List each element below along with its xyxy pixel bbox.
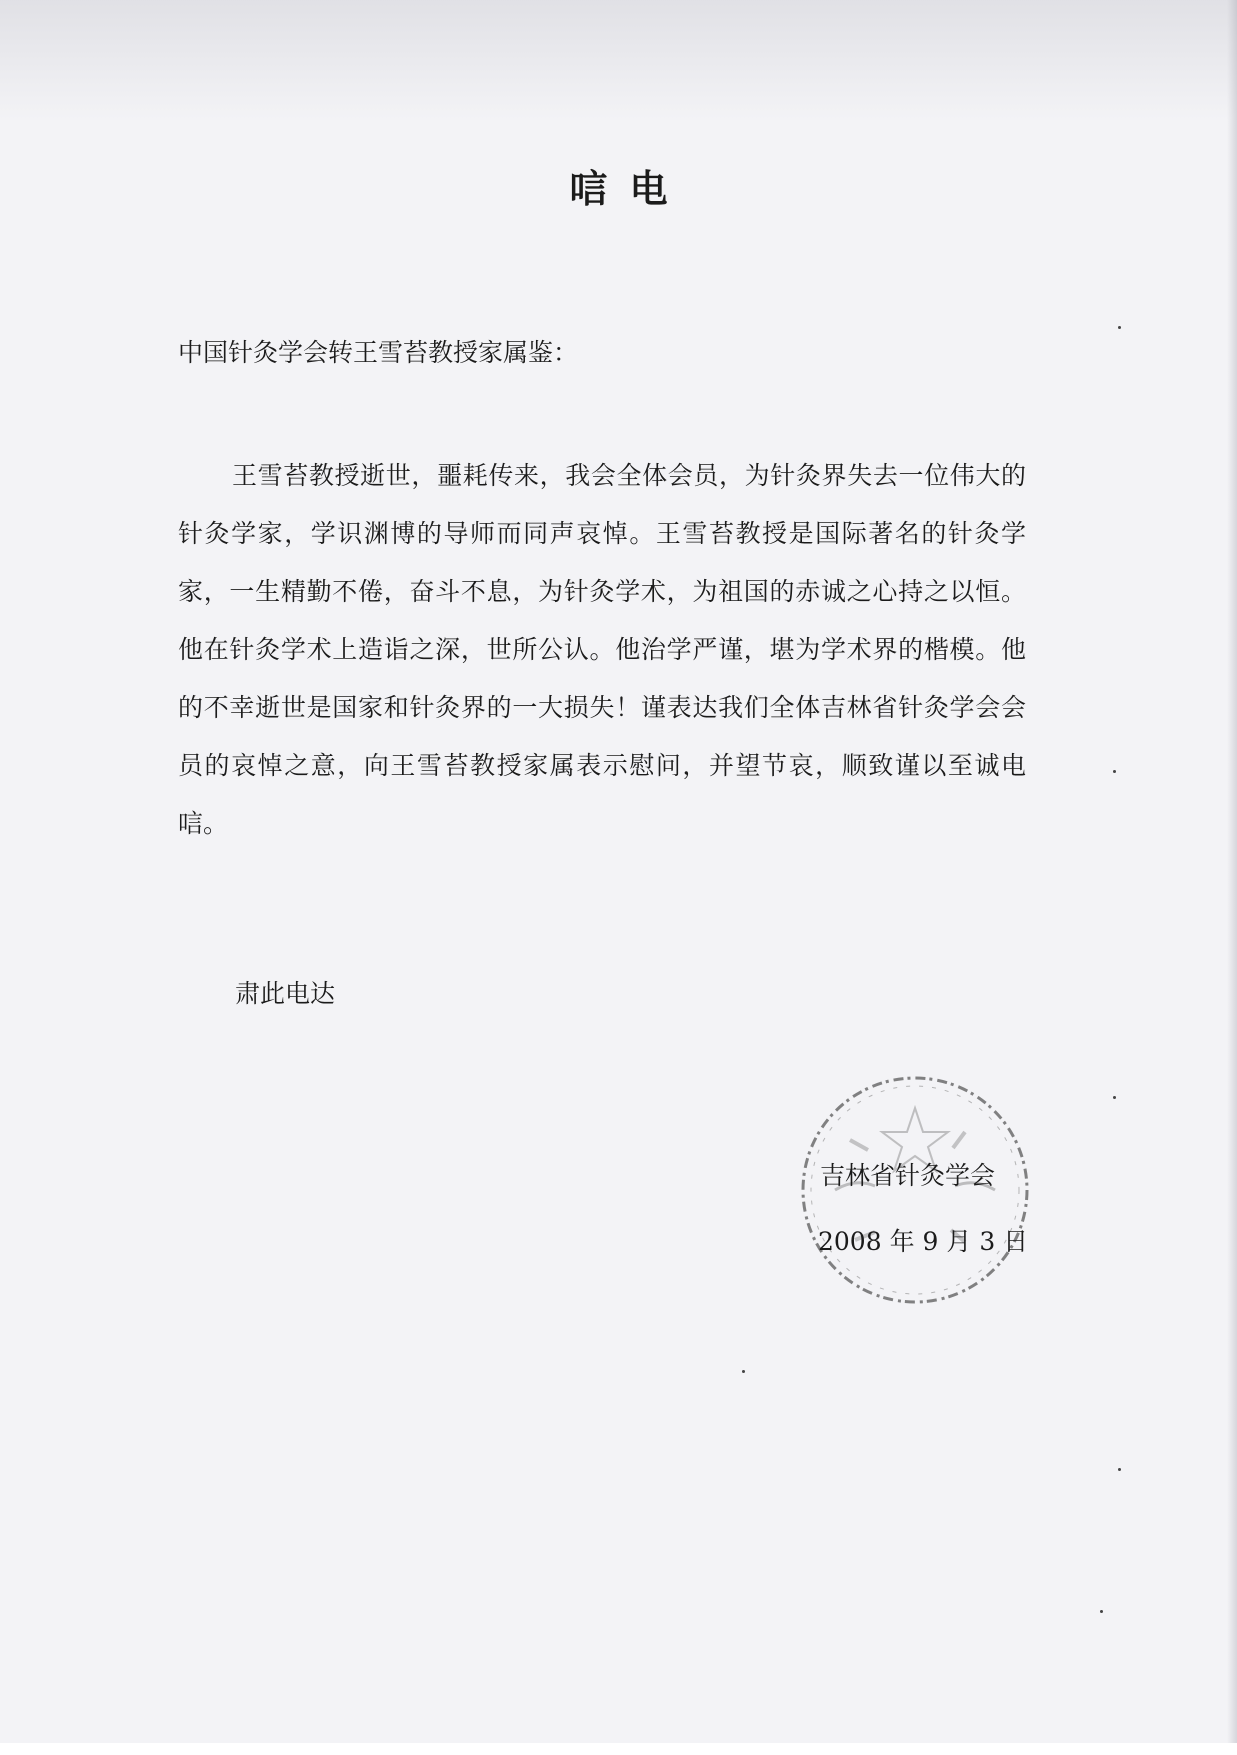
signing-organization: 吉林省针灸学会 bbox=[820, 1161, 996, 1190]
scan-shadow bbox=[0, 0, 1237, 120]
letter-body: 王雪苔教授逝世，噩耗传来，我会全体会员，为针灸界失去一位伟大的针灸学家，学识渊博的导师而同声哀悼。王雪苔教授是国际著名的针灸学家，一生精勤不倦，奋斗不息，为针灸学术，为祖国的赤诚之心持之以恒。他在针灸学术上造诣之深，世所公认。他治学严谨，堪为学术界的楷模。他的不幸逝世是国家和针灸界的一大损失！谨表达我们全体吉林省针灸学会会员的哀悼之意，向王雪苔教授家属表示慰问，并望节哀，顺致谨以至诚电唁。 bbox=[178, 461, 1026, 838]
scan-speck bbox=[1118, 1468, 1121, 1471]
scan-speck bbox=[1113, 770, 1116, 773]
scan-speck bbox=[1118, 326, 1121, 329]
page-title: 唁电 bbox=[569, 167, 690, 211]
scan-speck bbox=[1113, 1096, 1116, 1099]
scan-bottom-margin bbox=[0, 1743, 1237, 1755]
signing-date: 2008 年 9 月 3 日 bbox=[818, 1227, 1029, 1256]
scan-speck bbox=[742, 1370, 745, 1373]
scan-edge bbox=[1227, 0, 1237, 1755]
salutation: 中国针灸学会转王雪苔教授家属鉴： bbox=[178, 338, 579, 367]
scan-speck bbox=[1100, 1610, 1103, 1613]
closing-line: 肃此电达 bbox=[235, 979, 336, 1008]
